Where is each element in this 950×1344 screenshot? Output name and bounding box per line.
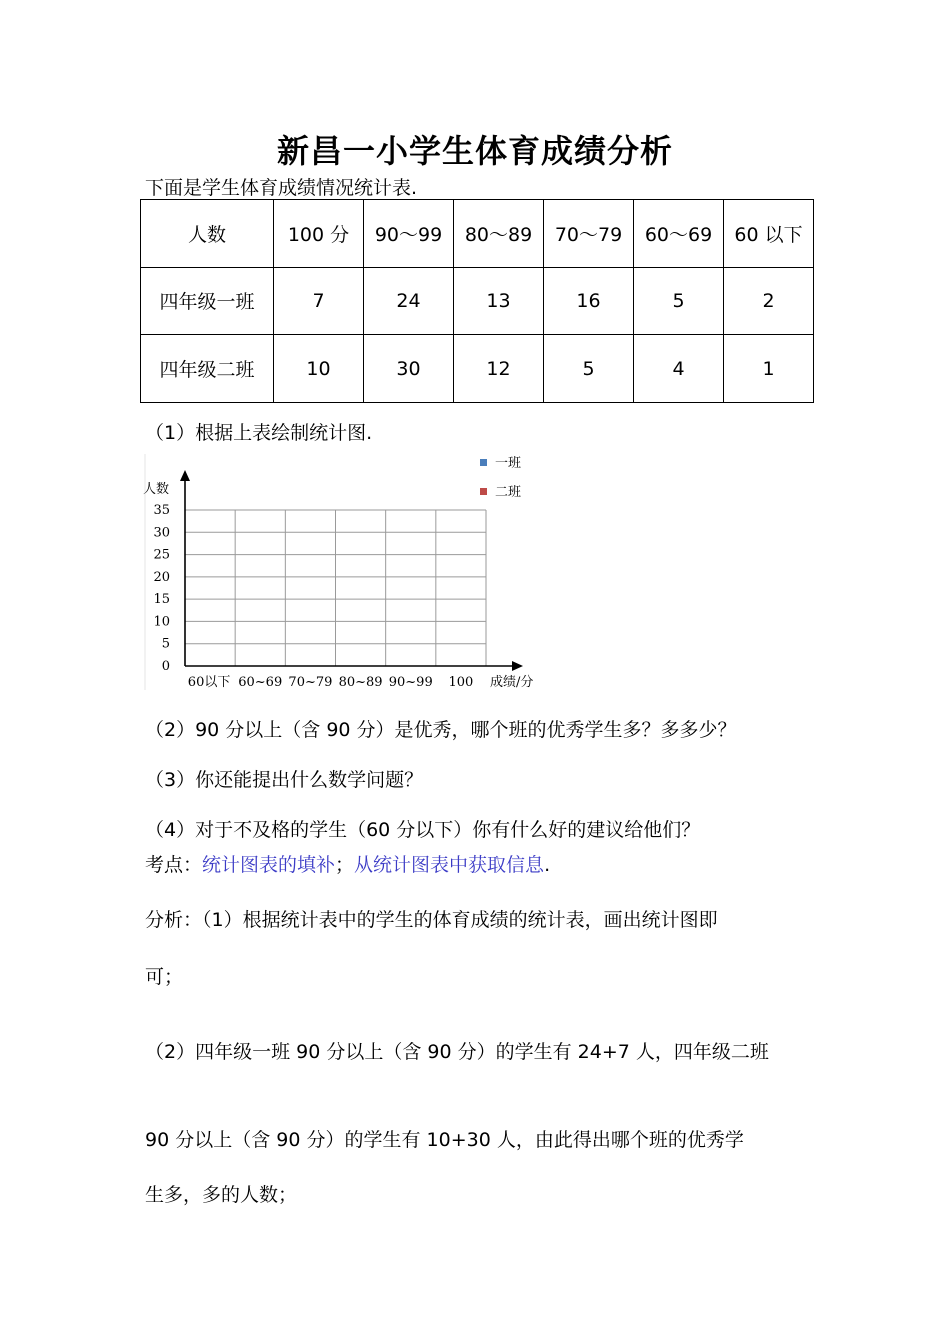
analysis-line-2: 可； <box>145 966 184 988</box>
header-cell: 70～79 <box>544 200 634 268</box>
x-tick-label: 100 <box>448 675 474 690</box>
y-tick-label: 10 <box>153 614 170 630</box>
table-header-row <box>141 200 814 268</box>
table-cell: 2 <box>724 267 814 335</box>
header-cell: 人数 <box>141 200 274 268</box>
table-row <box>141 267 814 335</box>
y-tick-label: 0 <box>161 659 170 674</box>
analysis-line-3: （2）四年级一班 90 分以上（含 90 分）的学生有 24+7 人，四年级二班 <box>145 1041 769 1063</box>
score-table <box>140 199 814 403</box>
table-cell: 4 <box>634 335 724 403</box>
question-4: （4）对于不及格的学生（60 分以下）你有什么好的建议给他们？ <box>145 819 701 841</box>
table-cell: 13 <box>454 267 544 335</box>
exam-point-link-1[interactable]: 统计图表的填补 <box>202 854 336 876</box>
y-axis-arrow <box>180 470 190 481</box>
question-3: （3）你还能提出什么数学问题？ <box>145 769 424 791</box>
exam-point-link-2[interactable]: 从统计图表中获取信息 <box>354 854 545 876</box>
analysis-line-4: 90 分以上（含 90 分）的学生有 10+30 人，由此得出哪个班的优秀学 <box>145 1129 744 1151</box>
analysis-line-1: 分析：（1）根据统计表中的学生的体育成绩的统计表，画出统计图即 <box>145 909 718 931</box>
x-tick-labels <box>188 675 474 690</box>
legend-swatch-class1 <box>480 459 487 466</box>
y-tick-label: 20 <box>153 569 170 585</box>
page-title: 新昌一小学生体育成绩分析 <box>276 132 673 170</box>
exam-point <box>145 850 550 877</box>
question-1: （1）根据上表绘制统计图. <box>145 422 373 444</box>
question-2: （2）90 分以上（含 90 分）是优秀，哪个班的优秀学生多？多多少？ <box>145 719 737 741</box>
y-tick-label: 15 <box>153 592 170 608</box>
table-cell: 24 <box>364 267 454 335</box>
x-tick-label: 60~69 <box>238 675 283 690</box>
x-tick-label: 70~79 <box>288 675 333 690</box>
table-cell: 10 <box>274 335 364 403</box>
intro-text: 下面是学生体育成绩情况统计表. <box>145 177 418 199</box>
row-label: 四年级一班 <box>141 267 274 335</box>
y-tick-label: 5 <box>161 636 170 652</box>
x-axis-arrow <box>512 661 523 671</box>
header-cell: 100 分 <box>274 200 364 268</box>
y-tick-label: 30 <box>153 525 170 541</box>
y-tick-labels <box>153 503 170 674</box>
table-row <box>141 335 814 403</box>
chart-grid <box>185 510 486 666</box>
exam-point-suffix: . <box>544 854 551 876</box>
table-cell: 7 <box>274 267 364 335</box>
y-tick-label: 25 <box>153 547 170 563</box>
x-tick-label: 60以下 <box>187 675 231 690</box>
legend-label-class1: 一班 <box>495 456 522 471</box>
exam-point-prefix: 考点： <box>145 854 203 876</box>
blank-chart-grid <box>140 448 560 698</box>
table-cell: 30 <box>364 335 454 403</box>
row-label: 四年级二班 <box>141 335 274 403</box>
x-tick-label: 90~99 <box>388 675 433 690</box>
header-cell: 60 以下 <box>724 200 814 268</box>
y-axis-label: 人数 <box>143 482 170 497</box>
table-cell: 5 <box>544 335 634 403</box>
table-cell: 1 <box>724 335 814 403</box>
exam-point-separator: ； <box>335 854 355 876</box>
legend-swatch-class2 <box>480 488 487 495</box>
header-cell: 60～69 <box>634 200 724 268</box>
legend-label-class2: 二班 <box>495 485 522 500</box>
header-cell: 80～89 <box>454 200 544 268</box>
x-tick-label: 80~89 <box>338 675 383 690</box>
table-cell: 12 <box>454 335 544 403</box>
table-cell: 5 <box>634 267 724 335</box>
y-tick-label: 35 <box>153 503 170 518</box>
table-cell: 16 <box>544 267 634 335</box>
x-axis-label: 成绩/分 <box>490 675 534 690</box>
header-cell: 90～99 <box>364 200 454 268</box>
analysis-line-5: 生多，多的人数； <box>145 1184 298 1206</box>
